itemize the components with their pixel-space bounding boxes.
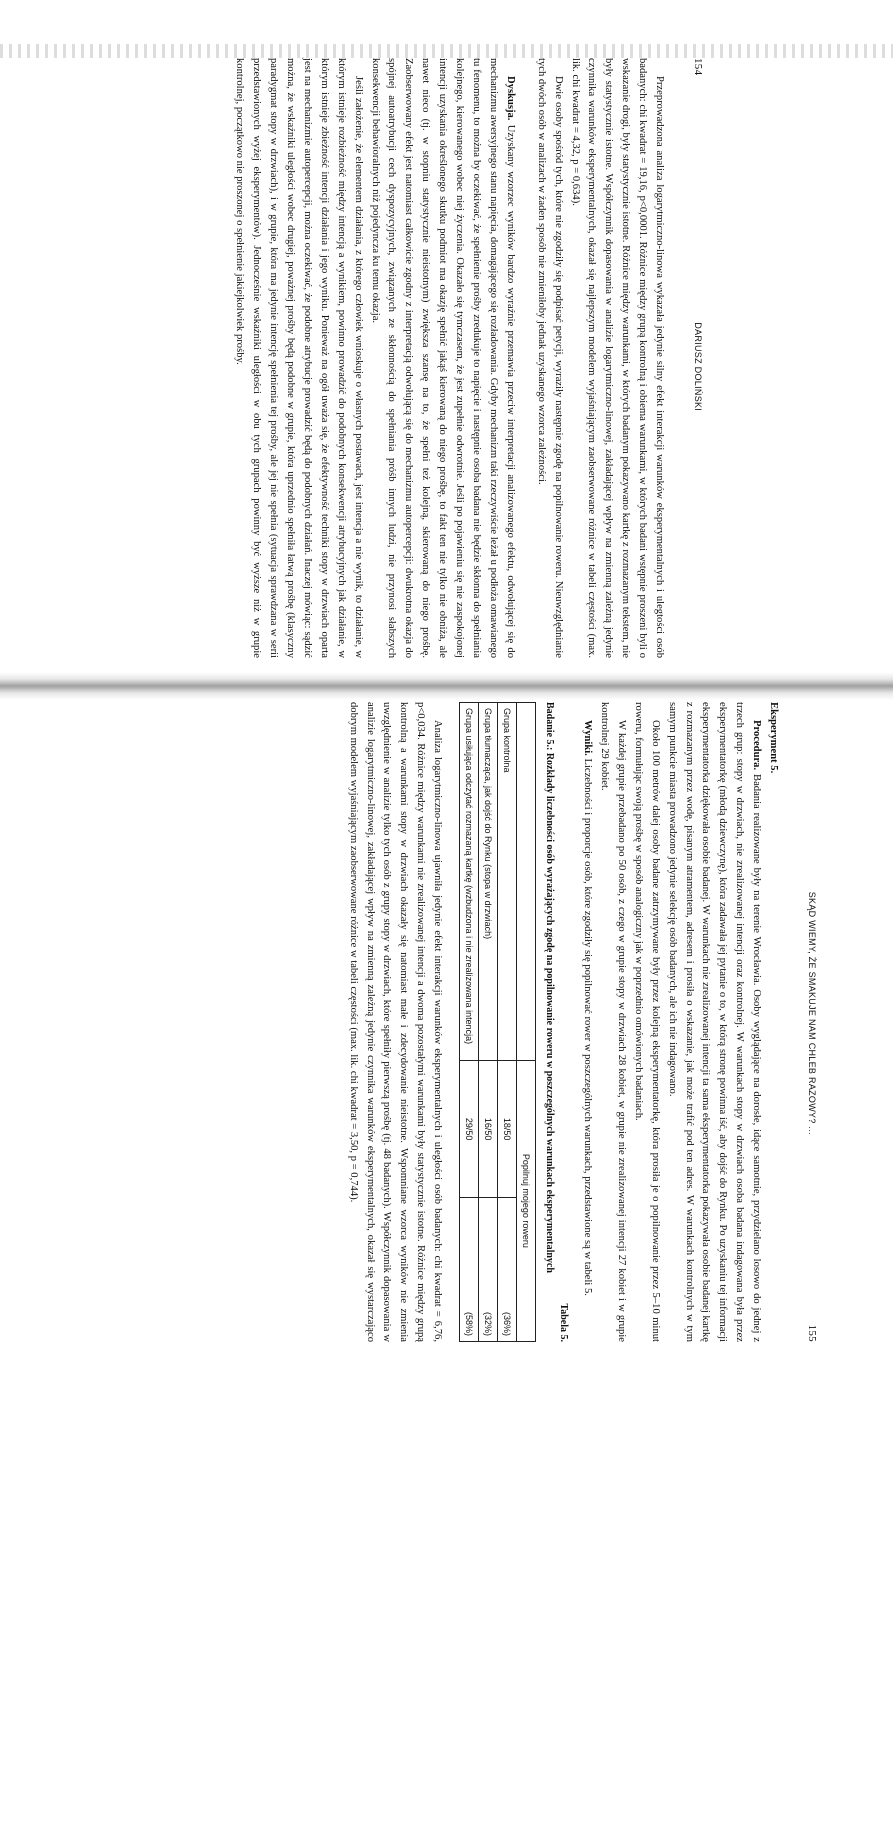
- discussion-text: Uzyskany wzorzec wyników bardzo wyraźnie przemawia przeciw interpretacji analizowanego efektu, odwołującej się do mechanizmu awersyjnego stanu napięcia, domagającego się rozładowania. Gdyby mechanizm taki rzeczywiście leżał u podłoża omawianego tu fenomenu, to można by oczekiwać, że spełnienie prośby zredukuje to napięcie i następnie osoba badana nie będzie skłonna do spełniania kolejnego, kierowanego wobec niej życzenia. Okazało się tymczasem, że jest zupełnie odwrotnie. Jeśli po pojawieniu się nie zaspokojonej intencji uzyskania określonego skutku podmiot ma okazję spełnić jakąś kierowaną do niego prośbę, to fakt ten nie tylko nie obniża, ale nawet nieco (tj. w stopniu statystycznie nieistotnym) zwiększa szansę na to, że spełni też kolejną, skierowaną do niego prośbę. Zaobserwowany efekt jest natomiast całkowicie zgodny z interpretacją odwołującą się do mechanizmu autopercepcji: dwukrotna okazja do spójnej autoatrybucji cech dyspozycyjnych, związanych ze skłonnością do spełniania próśb innych ludzi, nie przynosi słabszych konsekwencji behawioralnych niż pojedyncza ku temu okazja.: [369, 58, 516, 658]
- page-number-right: 155: [806, 1324, 818, 1342]
- right-page-rotator: [344, 702, 820, 1342]
- paragraph: W każdej grupie przebadano po 50 osób, z czego w grupie stopy w drzwiach 28 kobiet, w grupie nie zrealizowanej intencji 27 kobiet i w grupie kontrolnej 29 kobiet.: [599, 702, 627, 1342]
- paragraph: Około 100 metrów dalej osoby badane zatrzymywane były przez kolejną eksperymentatorkę, która prosiła je o popilnowanie przez 5–10 minut roweru, formułując swoją prośbę w sposób analogiczny jak w poprzednio omówionych badaniach.: [632, 702, 661, 1342]
- paragraph: Jeśli założenie, że elementem działania, z którego człowiek wnioskuje o własnych postawach, jest intencja a nie wynik, to działanie, w którym istnieje rozbieżność między intencją a wynikiem, powinno prowadzić do podobnych konsekwencji atrybucyjnych jak działanie, w którym istnieje zbieżność intencji działania i jego wyniku. Ponieważ na ogół uważa się, że efektywność techniki stopy w drzwiach oparta jest na mechanizmie autopercepcji, można oczekiwać, że podobne atrybucje prowadzić będą do podobnych działań. Inaczej mówiąc: sądzić można, że wskaźniki uległości wobec drugiej, poważnej prośby będą podobne w grupie, która uprzednio spełniła łatwą prośbę (klasyczny paradygmat stopy w drzwiach), i w grupie, która ma jedynie intencję spełnienia tej prośby, ale jej nie spełnia (sytuacja sprawdzana w serii przedstawionych wyżej eksperymentów). Jednocześnie wskaźniki uległości w obu tych grupach powinny być wyższe niż w grupie kontrolnej, początkowo nie proszonej o spełnienie jakiejkolwiek prośby.: [234, 58, 364, 658]
- running-head-left: DARIUSZ DOLIŃSKI: [693, 322, 703, 412]
- discussion-paragraph: [366, 58, 518, 658]
- table-row: [460, 703, 479, 1342]
- analysis-paragraph: Analiza logarytmiczno-linowa ujawniła jedynie efekt interakcji warunków eksperymentalnych i uległości osób badanych: chi kwadrat = 6,76, p<0,034. Różnice między warunkami nie zrealizowanej intencji a dwoma pozostałymi warunkami były statystycznie istotne. Różnice między grupą kontrolną a warunkami stopy w drzwiach okazały się natomiast małe i zdecydowanie nieistotne. Wspomniane wzorca wyników nie zmienia uwzględnienie w analizie tylko tych osób z grupy stopy w drzwiach, które spełniły pierwszą prośbę (tj. 48 badanych). Współczynnik dopasowania w analizie logarytmiczno-linowej, zakładającej wpływ na zmienną zależną jedynie czynnika warunków eksperymentalnych, okazał się wystarczająco dobrym modelem wyjaśniającym zaobserwowane różnice w tabeli częstości (max. lik. chi kwadrat = 3,50, p = 0,744).: [347, 702, 444, 1342]
- page-155: [344, 702, 820, 1342]
- right-running-header: [803, 702, 820, 1342]
- table-row: [498, 703, 517, 1342]
- page-154: [230, 58, 706, 658]
- results-label: Wyniki.: [582, 720, 594, 756]
- table-cell-group: Grupa usiłująca odczytać rozmazaną kartkę (wzbudzona i nie zrealizowana intencja): [460, 703, 479, 1061]
- procedure-label: Procedura.: [751, 720, 763, 771]
- left-running-header: [689, 58, 706, 658]
- table-header-row: [517, 703, 536, 1342]
- results-table: [459, 702, 536, 1342]
- table-cell-count: 16/50: [479, 1060, 498, 1198]
- table-cell-percent: (58%): [460, 1198, 479, 1342]
- table-cell-count: 29/50: [460, 1060, 479, 1198]
- paragraph: Przeprowadzona analiza logarytmiczno-linowa wykazała jedynie silny efekt interakcji warunków eksperymentalnych i ulegtości osób badanych: chi kwadrat = 19,16, p<0,0001. Różnice między grupą kontrolną i obiema warunkami, w których badani wstępnie proszeni byli o wskazanie drogi, były statystycznie istotne. Różnice między warunkami, w których badanym pokazywano kartkę z rozmazanym tekstem, nie były statystycznie istotne. Współczynnik dopasowania w analizie logarytmiczno-linowej, zakładającej wpływ na zmienną zależną jedynie czynnika warunków eksperymentalnych, okazał się najlepszym modelem wyjaśniającym zaobserwowane różnice w tabeli częstości (max. lik. chi kwadrat = 4,32, p = 0,634).: [569, 58, 666, 658]
- running-head-right: SKĄD WIEMY, ŻE SMAKUJE NAM CHLEB RAZOWY? ...: [807, 891, 817, 1135]
- table-header: Popilnuj mojego roweru: [517, 1060, 536, 1341]
- table-cell-percent: (36%): [498, 1198, 517, 1342]
- table-title: Badanie 5.: Rozkłady liczebności osób wyrażających zgodę na popilnowanie roweru w poszczególnych warunkach eksperymentalnych: [544, 702, 556, 1273]
- left-page-rotator: [230, 58, 706, 658]
- book-spine-shadow: [0, 672, 893, 700]
- results-paragraph: [578, 702, 595, 1342]
- procedure-text: Badania realizowane były na terenie Wrocławia. Osoby wyglądające na dorosłe, idące samotnie, przydzielano losowo do jednej z trzech grup: stopy w drzwiach, nie zrealizowanej intencji oraz kontrolnej. W warunkach stopy w drzwiach osoba badana indagowana była przez eksperymentatorkę (młodą dziewczynę), która zadawała jej pytanie o to, w którą stronę powinna iść, aby dojść do Rynku. Po uzyskaniu tej informacji eksperymentatorka dziękowała osobie badanej. W warunkach nie zrealizowanej intencji ta sama eksperymentatorka pokazywała osobie badanej kartkę z rozmazanym przez wodę, pisanym atramentem, adresem i prosiła o wskazanie, jak może trafić pod ten adres. W warunkach kontrolnych w tym samym punkcie miasta prowadzono jedynie selekcję osób badanych, ale ich nie indagowano.: [666, 702, 763, 1342]
- table-cell-count: 18/50: [498, 1060, 517, 1198]
- table-header-empty: [517, 703, 536, 1061]
- procedure-paragraph: [663, 702, 764, 1342]
- table-row: [479, 703, 498, 1342]
- results-text: Liczebności i proporcje osób, które zgodziły się popilnować rower w poszczególnych warunkach, przedstawione są w tabeli 5.: [582, 758, 594, 1296]
- table-cell-percent: (32%): [479, 1198, 498, 1342]
- scan-noise-top: [0, 44, 893, 58]
- table-cell-group: Grupa tłumacząca, jak dojść do Rynku (stopa w drzwiach): [479, 703, 498, 1061]
- table-label: Tabela 5.: [558, 1303, 570, 1342]
- paragraph: Dwie osoby spośród tych, które nie zgodziły się podpisać petycji, wyraziły następnie zgodę na popilnowanie roweru. Nieuwzględnianie tych dwóch osób w analizach w żaden sposób nie zmieniłoby jednak uzyskanego wzorca zależności.: [535, 58, 564, 658]
- section-heading: Eksperyment 5.: [768, 702, 780, 774]
- table-caption: [542, 702, 570, 1342]
- table-cell-group: Grupa kontrolna: [498, 703, 517, 1061]
- page-number-left: 154: [692, 58, 704, 76]
- discussion-label: Dyskusja.: [504, 76, 516, 121]
